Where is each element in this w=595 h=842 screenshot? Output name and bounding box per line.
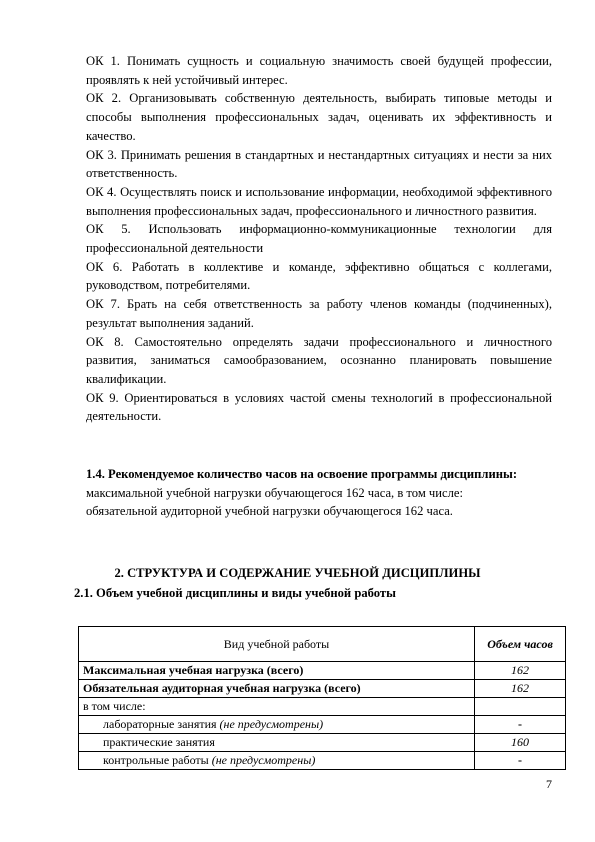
row-value: 162	[475, 680, 566, 698]
page-number: 7	[546, 777, 552, 791]
labs-label: лабораторные занятия	[103, 717, 217, 731]
row-label	[79, 752, 475, 770]
section-2-1-title: 2.1. Объем учебной дисциплины и виды учебной работы	[74, 586, 396, 600]
hours-table	[78, 626, 566, 770]
row-value-empty	[475, 698, 566, 716]
row-label: Обязательная аудиторная учебная нагрузка (всего)	[79, 680, 475, 698]
competency-ok2: ОК 2. Организовывать собственную деятельность, выбирать типовые методы и способы выполнения профессиональных задач, оценивать их эффективность и качество.	[86, 91, 552, 143]
competency-ok5: ОК 5. Использовать информационно-коммуникационные технологии для профессиональной деятельности	[86, 222, 552, 256]
competency-ok6: ОК 6. Работать в коллективе и команде, эффективно общаться с коллегами, руководством, потребителями.	[86, 259, 552, 293]
competency-ok4: ОК 4. Осуществлять поиск и использование информации, необходимой эффективного выполнения профессиональных задач, профессионального и личностного развития.	[86, 184, 552, 218]
header-hours: Объем часов	[475, 627, 566, 662]
competency-ok9: ОК 9. Ориентироваться в условиях частой смены технологий в профессиональной деятельности.	[86, 390, 552, 424]
labs-note: (не предусмотрены)	[219, 717, 324, 731]
row-value: -	[475, 752, 566, 770]
tests-note: (не предусмотрены)	[211, 753, 316, 767]
classroom-load-text: обязательной аудиторной учебной нагрузки обучающегося 162 часа.	[86, 504, 453, 519]
section-2-title: 2. СТРУКТУРА И СОДЕРЖАНИЕ УЧЕБНОЙ ДИСЦИПЛИНЫ	[114, 566, 481, 580]
competency-ok1: ОК 1. Понимать сущность и социальную значимость своей будущей профессии, проявлять к ней устойчивый интерес.	[86, 54, 552, 87]
table-row	[79, 716, 566, 734]
row-value: 162	[475, 662, 566, 680]
row-value: 160	[475, 734, 566, 752]
table-row	[79, 734, 566, 752]
tests-label: контрольные работы	[103, 753, 209, 767]
table-header-row	[79, 627, 566, 662]
competency-ok3: ОК 3. Принимать решения в стандартных и нестандартных ситуациях и нести за них ответственность.	[86, 147, 552, 181]
competency-ok8: ОК 8. Самостоятельно определять задачи профессионального и личностного развития, заниматься самообразованием, осознанно планировать повышение квалификации.	[86, 334, 552, 386]
row-value: -	[475, 716, 566, 734]
section-1-4-title: 1.4. Рекомендуемое количество часов на освоение программы дисциплины:	[86, 467, 518, 481]
row-label: Максимальная учебная нагрузка (всего)	[79, 662, 475, 680]
max-load-text: максимальной учебной нагрузки обучающегося 162 часа, в том числе:	[86, 485, 463, 500]
row-label	[79, 716, 475, 734]
table-row	[79, 752, 566, 770]
table-row	[79, 698, 566, 716]
competency-ok7: ОК 7. Брать на себя ответственность за работу членов команды (подчиненных), результат выполнения заданий.	[86, 297, 552, 330]
table-row	[79, 680, 566, 698]
row-label: практические занятия	[79, 734, 475, 752]
section-1-4	[86, 465, 552, 521]
row-label: в том числе:	[79, 698, 475, 716]
competencies-list	[86, 52, 552, 426]
header-work-type: Вид учебной работы	[79, 627, 475, 662]
table-row	[79, 662, 566, 680]
